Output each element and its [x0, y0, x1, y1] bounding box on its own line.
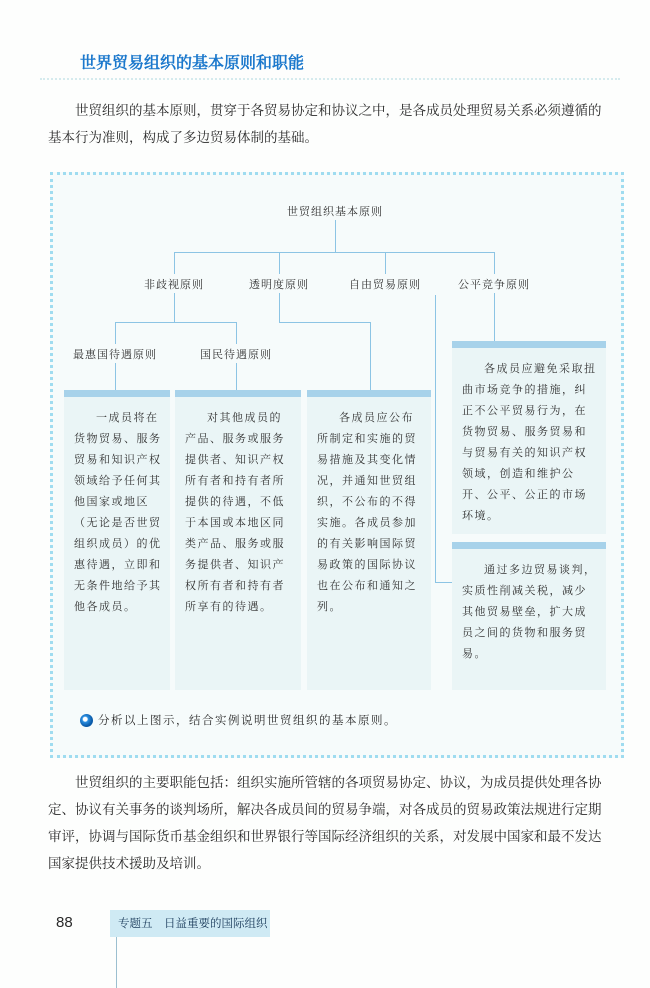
mfn-box: 一成员将在货物贸易、服务贸易和知识产权领域给予任何其他国家或地区（无论是否世贸组织成员）的优惠待遇，立即和无条件地给予其他各成员。	[64, 390, 170, 690]
fair-competition-box: 各成员应避免采取扭曲市场竞争的措施，纠正不公平贸易行为，在货物贸易、服务贸易和与贸易有关的知识产权领域，创造和维护公开、公平、公正的市场环境。	[452, 341, 606, 534]
connector	[174, 252, 175, 274]
national-treatment-box: 对其他成员的产品、服务或服务提供者、知识产权所有者和持有者所提供的待遇，不低于本国或本地区同类产品、服务或服务提供者、知识产权所有者和持有者所享有的待遇。	[175, 390, 301, 690]
intro-paragraph: 世贸组织的基本原则，贯穿于各贸易协定和协议之中，是各成员处理贸易关系必须遵循的基本行为准则，构成了多边贸易体制的基础。	[48, 103, 602, 146]
connector	[115, 322, 236, 323]
connector	[494, 252, 495, 274]
connector	[370, 322, 371, 390]
free-trade-box: 通过多边贸易谈判，实质性削减关税，减少其他贸易壁垒，扩大成员之间的货物和服务贸易。	[452, 542, 606, 690]
connector	[435, 295, 436, 582]
connector	[174, 293, 175, 322]
root-node: 世贸组织基本原则	[287, 205, 383, 218]
connector	[236, 322, 237, 344]
activity-prompt: 分析以上图示，结合实例说明世贸组织的基本原则。	[98, 713, 397, 727]
title-divider	[40, 78, 620, 80]
section-title: 世界贸易组织的基本原则和职能	[80, 53, 305, 72]
bullet-globe-icon	[80, 714, 93, 727]
connector	[385, 252, 386, 274]
connector	[335, 220, 336, 252]
connector	[115, 322, 116, 344]
connector	[279, 252, 280, 274]
functions-paragraph: 世贸组织的主要职能包括：组织实施所管辖的各项贸易协定、协议，为成员提供处理各协定、协议有关事务的谈判场所，解决各成员间的贸易争端，对各成员的贸易政策法规进行定期审评，协调与国际货币基金组织和世界银行等国际经济组织的关系，对发展中国家和最不发达国家提供技术援助及培训。	[48, 775, 602, 872]
connector	[236, 363, 237, 390]
branch-fair-competition: 公平竞争原则	[458, 278, 530, 291]
sub-branch-national: 国民待遇原则	[200, 348, 272, 361]
sub-branch-mfn: 最惠国待遇原则	[73, 348, 157, 361]
page-number: 88	[56, 914, 73, 931]
connector	[279, 322, 370, 323]
branch-non-discrimination: 非歧视原则	[144, 278, 204, 291]
connector	[115, 363, 116, 390]
connector	[279, 293, 280, 322]
connector	[435, 582, 452, 583]
connector	[174, 252, 494, 253]
transparency-box: 各成员应公布所制定和实施的贸易措施及其变化情况，并通知世贸组织，不公布的不得实施。各成员参加的有关影响国际贸易政策的国际协议也在公布和通知之列。	[307, 390, 431, 690]
chapter-footer: 专题五 日益重要的国际组织	[110, 910, 270, 937]
margin-line	[116, 937, 117, 988]
branch-transparency: 透明度原则	[249, 278, 309, 291]
connector	[494, 293, 495, 341]
branch-free-trade: 自由贸易原则	[349, 278, 421, 291]
